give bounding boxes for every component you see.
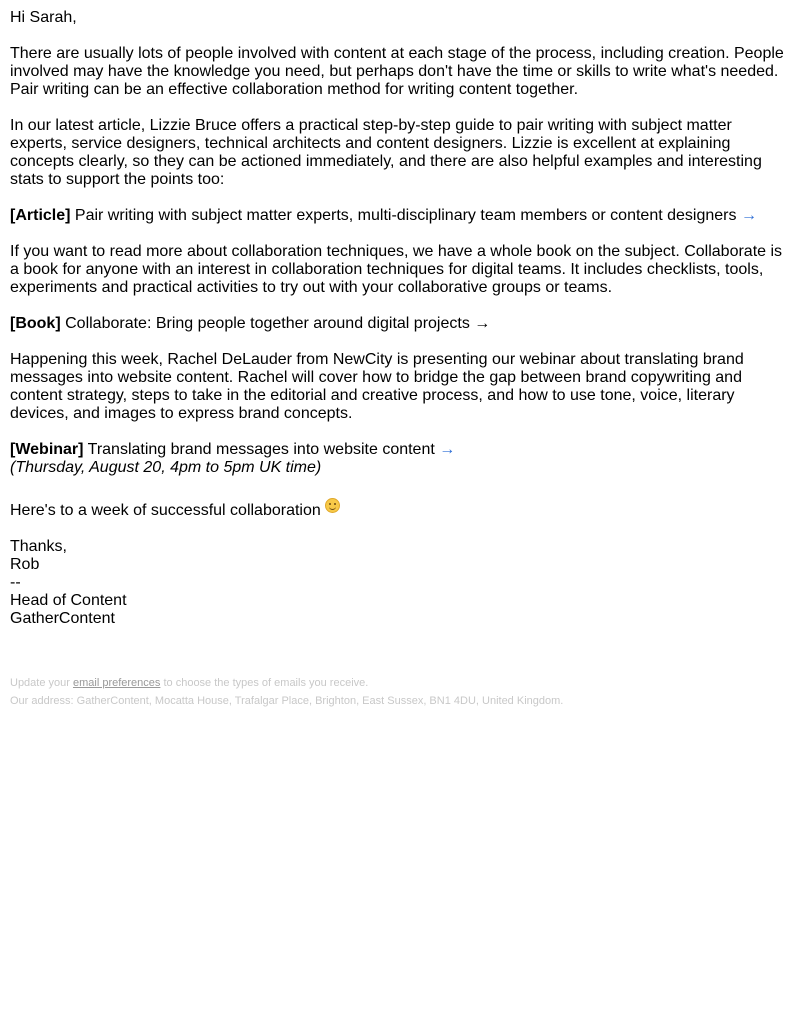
article-link-line bbox=[10, 207, 790, 225]
footer-address: Our address: GatherContent, Mocatta House, Trafalgar Place, Brighton, East Sussex, BN1 4DU, United Kingdom. bbox=[10, 695, 564, 707]
signoff-company: GatherContent bbox=[10, 610, 115, 627]
closing-line bbox=[10, 498, 790, 520]
webinar-link-block bbox=[10, 441, 790, 477]
webinar-link-line bbox=[10, 441, 790, 459]
book-tag: [Book] bbox=[10, 315, 61, 332]
article-arrow-icon[interactable]: → bbox=[740, 207, 757, 224]
signature bbox=[10, 538, 790, 628]
article-description: In our latest article, Lizzie Bruce offers a practical step-by-step guide to pair writing with subject matter experts, service designers, technical architects and content designers. Lizzie is excellent at explaining concepts clearly, so they can be actioned immediately, and there are also helpful examples and interesting stats to support the points too: bbox=[10, 117, 762, 188]
signoff-thanks: Thanks, bbox=[10, 538, 67, 555]
book-description: If you want to read more about collaboration techniques, we have a whole book on the subject. Collaborate is a book for anyone with an interest in collaboration techniques for digital teams. It includes checklists, tools, experiments and practical activities to try out with your collaborative groups or teams. bbox=[10, 243, 783, 296]
smiling-face-icon bbox=[325, 498, 340, 513]
footer-preferences-line bbox=[10, 674, 790, 692]
webinar-time: (Thursday, August 20, 4pm to 5pm UK time) bbox=[10, 459, 322, 476]
webinar-tag: [Webinar] bbox=[10, 441, 84, 458]
footer-prefs-before: Update your bbox=[10, 677, 73, 689]
article-tag: [Article] bbox=[10, 207, 71, 224]
book-link[interactable]: Collaborate: Bring people together around digital projects bbox=[65, 315, 470, 332]
signoff-role: Head of Content bbox=[10, 592, 127, 609]
email-preferences-link[interactable]: email preferences bbox=[72, 677, 161, 689]
article-link[interactable]: Pair writing with subject matter experts, multi-disciplinary team members or content designers bbox=[74, 207, 737, 224]
webinar-arrow-icon[interactable]: → bbox=[439, 441, 456, 458]
webinar-description: Happening this week, Rachel DeLauder from NewCity is presenting our webinar about translating brand messages into website content. Rachel will cover how to bridge the gap between brand copywriting and content strategy, steps to take in the editorial and creative process, and how to use tone, voice, literary devices, and images to express brand concepts. bbox=[10, 351, 744, 422]
footer-prefs-after: to choose the types of emails you receive. bbox=[160, 677, 369, 689]
book-link-line bbox=[10, 315, 790, 333]
book-arrow-icon[interactable]: → bbox=[474, 315, 491, 332]
signature-separator: -- bbox=[10, 574, 21, 591]
signoff-name: Rob bbox=[10, 556, 40, 573]
closing-text: Here's to a week of successful collaboration bbox=[10, 502, 321, 519]
email-footer bbox=[10, 674, 790, 710]
greeting: Hi Sarah, bbox=[10, 9, 77, 26]
intro-paragraph: There are usually lots of people involved with content at each stage of the process, including creation. People involved may have the knowledge you need, but perhaps don't have the time or skills to write what's needed. Pair writing can be an effective collaboration method for writing content together. bbox=[10, 45, 784, 98]
webinar-link[interactable]: Translating brand messages into website content bbox=[87, 441, 435, 458]
